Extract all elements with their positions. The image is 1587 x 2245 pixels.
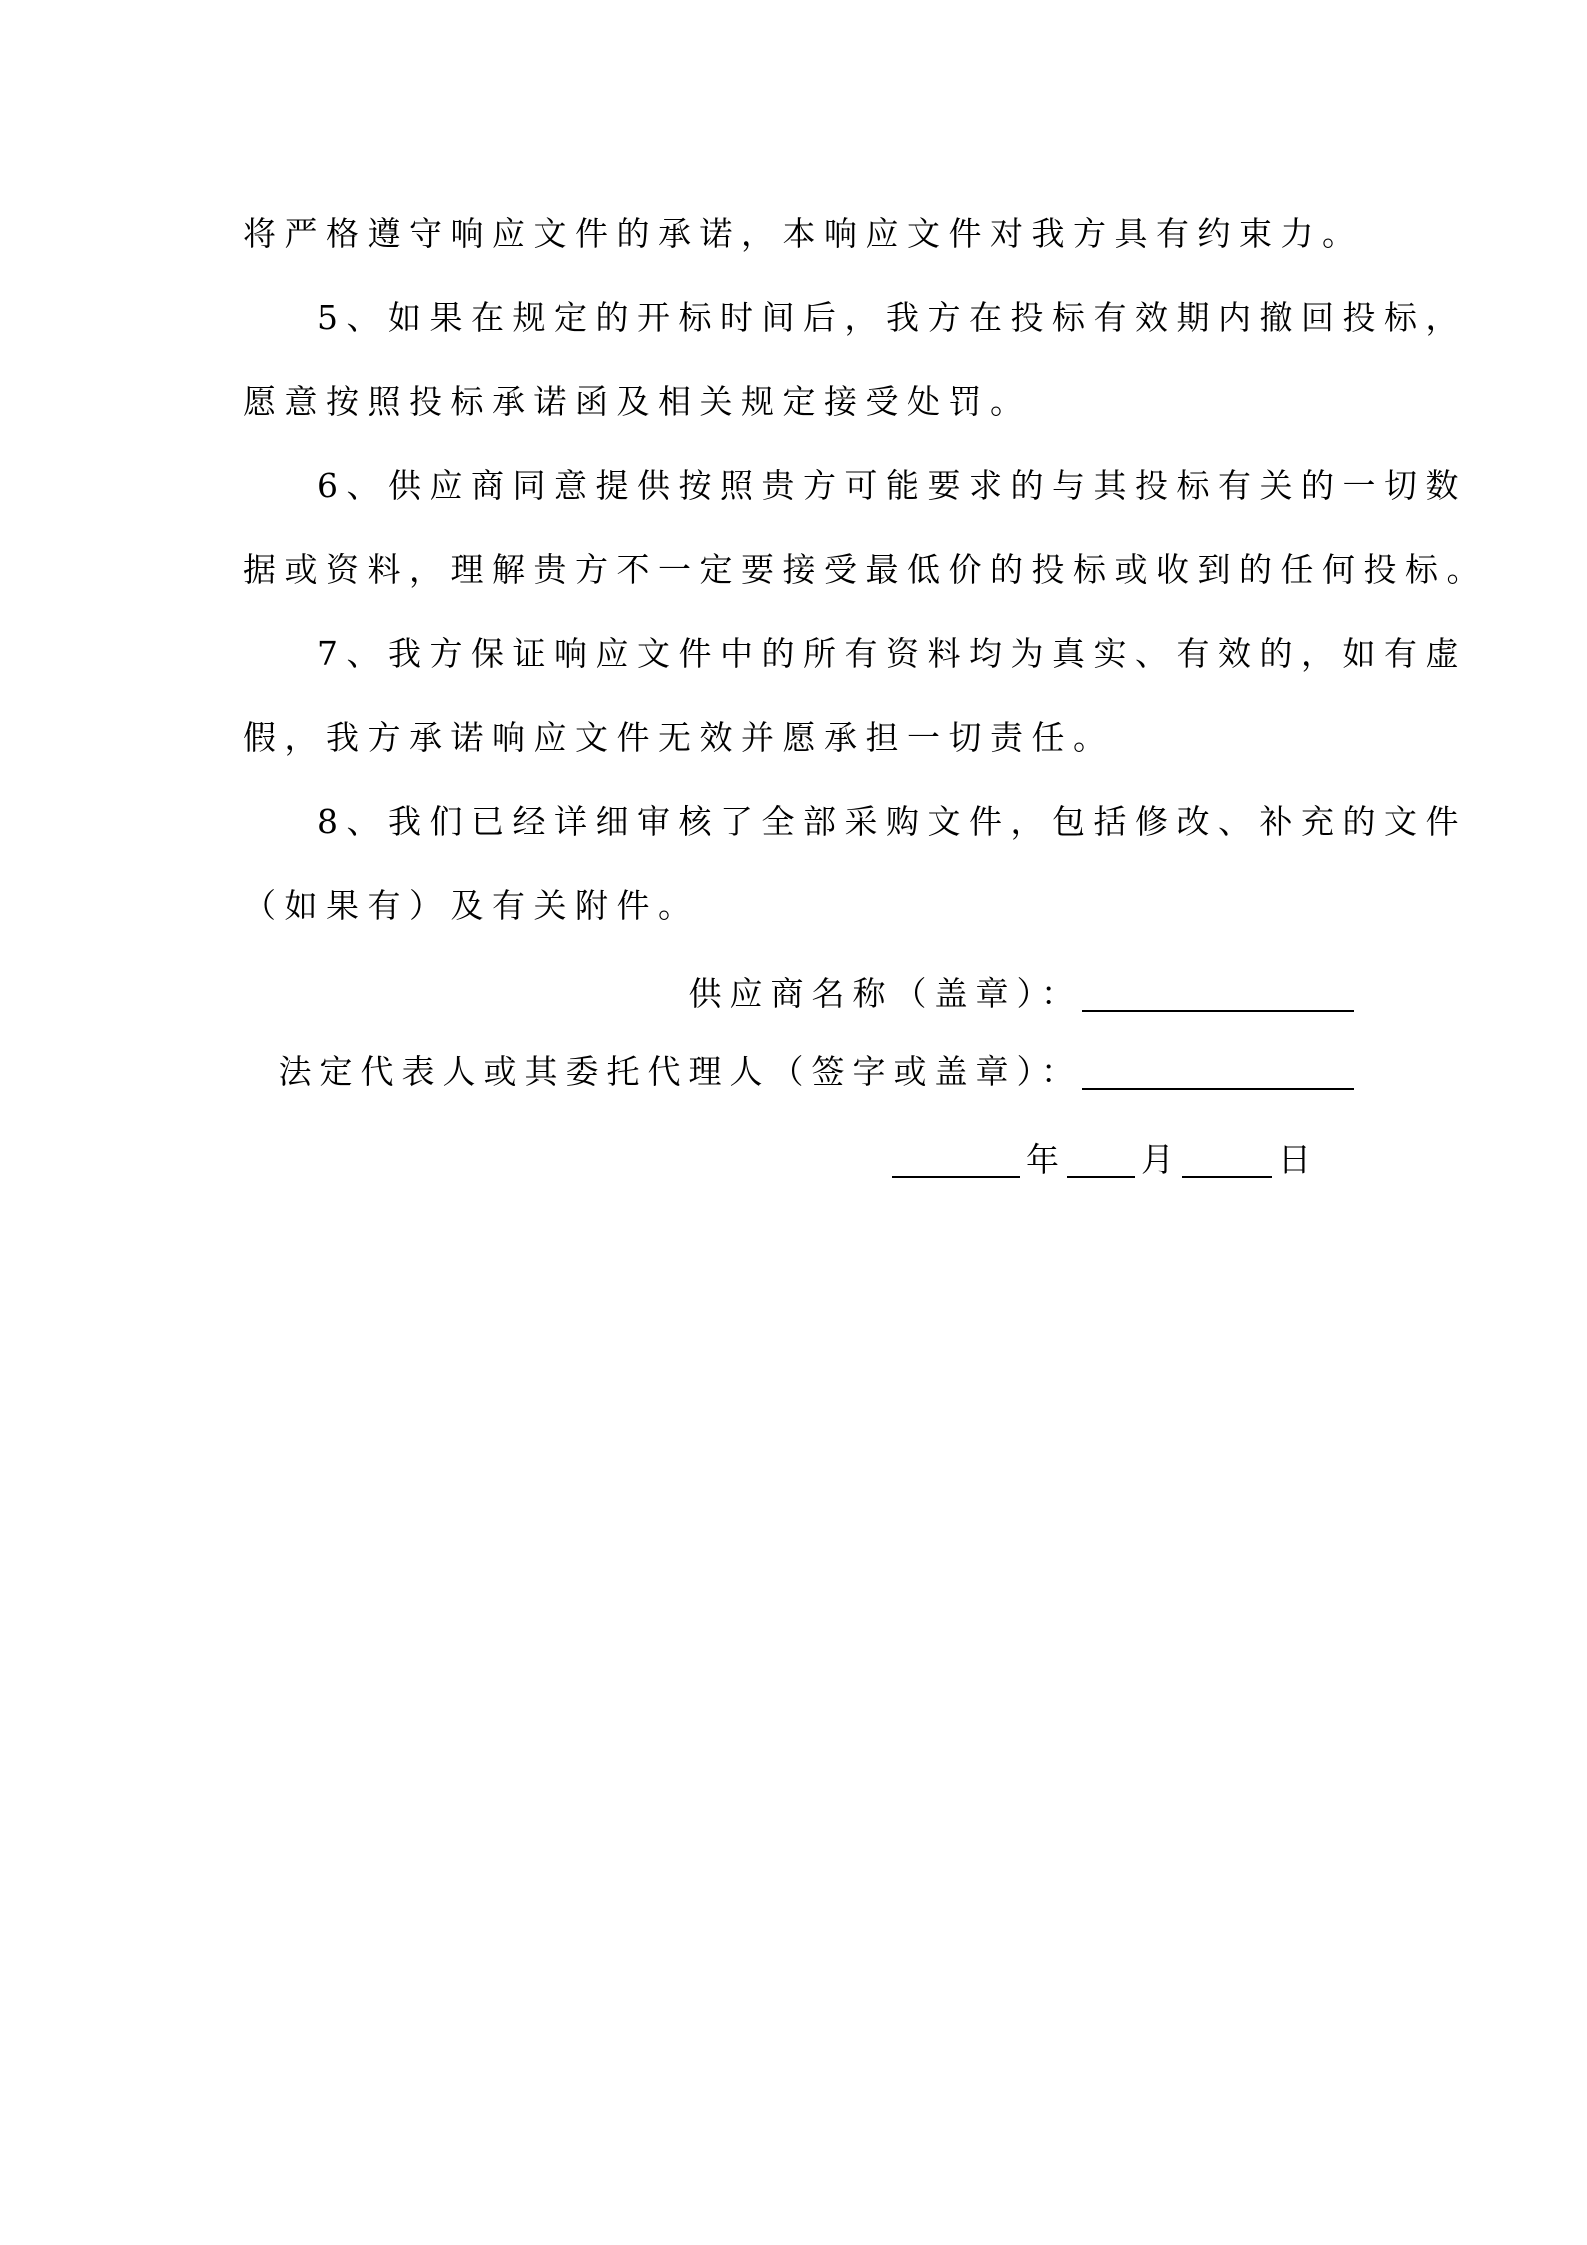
representative-label: 法定代表人或其委托代理人（签字或盖章）： <box>278 1052 1082 1091</box>
supplier-signature-row <box>689 972 1355 1016</box>
paragraph-8-line-1: 8、我们已经详细审核了全部采购文件，包括修改、补充的文件 <box>317 802 1467 841</box>
representative-blank[interactable] <box>1082 1054 1354 1090</box>
paragraph-7-line-1: 7、我方保证响应文件中的所有资料均为真实、有效的，如有虚 <box>317 634 1467 673</box>
supplier-name-label: 供应商名称（盖章）： <box>688 974 1082 1013</box>
paragraph-5-line-1: 5、如果在规定的开标时间后，我方在投标有效期内撤回投标， <box>317 298 1467 337</box>
day-blank[interactable] <box>1182 1142 1272 1178</box>
year-blank[interactable] <box>892 1142 1020 1178</box>
month-label: 月 <box>1141 1140 1182 1179</box>
paragraph-6-line-1: 6、供应商同意提供按照贵方可能要求的与其投标有关的一切数 <box>317 466 1467 505</box>
paragraph-4-tail: 将严格遵守响应文件的承诺，本响应文件对我方具有约束力。 <box>243 214 1364 253</box>
paragraph-8-line-2: （如果有）及有关附件。 <box>243 886 700 925</box>
supplier-name-blank[interactable] <box>1082 976 1354 1012</box>
paragraph-6-line-2: 据或资料，理解贵方不一定要接受最低价的投标或收到的任何投标。 <box>243 550 1488 589</box>
month-blank[interactable] <box>1067 1142 1135 1178</box>
date-row <box>892 1138 1319 1182</box>
day-label: 日 <box>1278 1140 1319 1179</box>
paragraph-5-line-2: 愿意按照投标承诺函及相关规定接受处罚。 <box>243 382 1032 421</box>
representative-signature-row <box>279 1050 1355 1094</box>
paragraph-7-line-2: 假，我方承诺响应文件无效并愿承担一切责任。 <box>243 718 1115 757</box>
year-label: 年 <box>1026 1140 1067 1179</box>
